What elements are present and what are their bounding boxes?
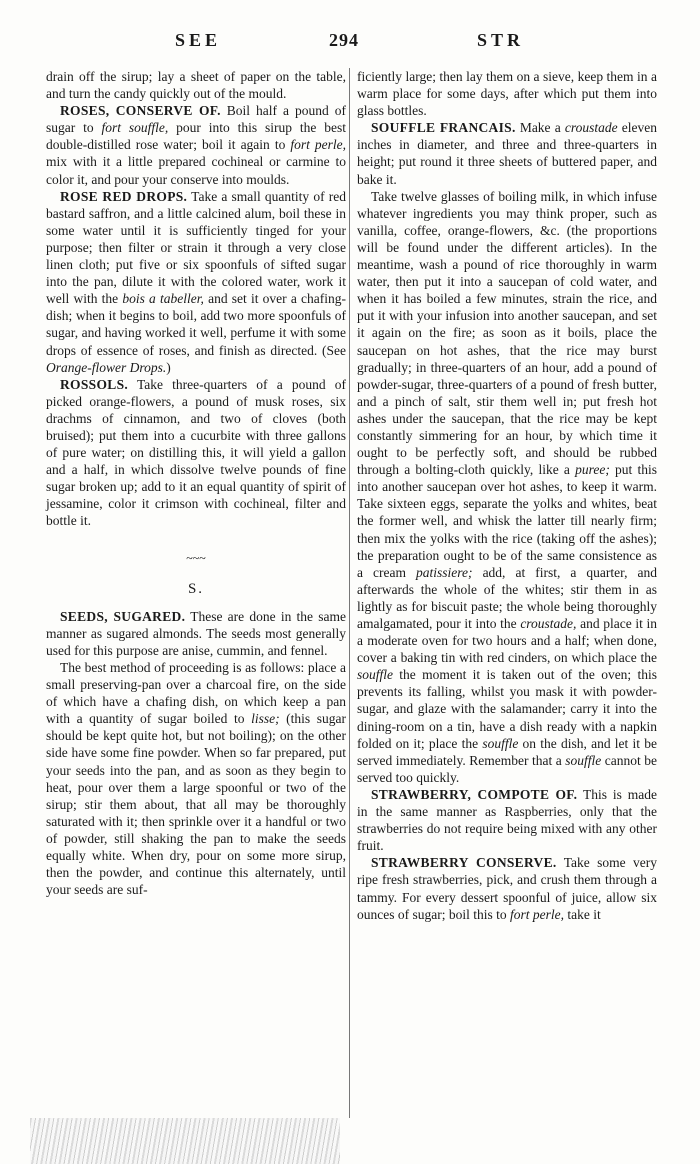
entry-seeds-sugared: SEEDS, SUGARED. These are done in the same manner as sugared almonds. The seeds most generally used for this purpose are anise, cummin, and fennel. xyxy=(46,608,346,658)
entry-souffle-francais: SOUFFLE FRANCAIS. Make a croustade eleven inches in diameter, and three and three-quarters in height; put round it three sheets of buttered paper, and bake it. xyxy=(357,120,657,187)
header-right-word: STR xyxy=(477,30,525,50)
section-letter: S. xyxy=(187,580,205,597)
entry-heading: SEEDS, SUGARED. xyxy=(60,608,186,624)
page-number: 294 xyxy=(329,30,359,50)
entry-strawberry-conserve: STRAWBERRY CONSERVE. Take some very ripe fresh strawberries, pick, and crush them through a tammy. For every dessert spoonful of juice, allow six ounces of sugar; boil this to fort perle, take it xyxy=(357,855,657,922)
entry-heading: STRAWBERRY CONSERVE. xyxy=(371,855,557,871)
entry-heading: STRAWBERRY, COMPOTE OF. xyxy=(371,786,578,802)
running-header xyxy=(40,30,670,52)
section-separator: ~~~ xyxy=(186,550,206,565)
entry-heading: ROSE RED DROPS. xyxy=(60,188,188,204)
entry-strawberry-compote: STRAWBERRY, COMPOTE OF. This is made in the same manner as Raspberries, only that the strawberries do not require being mixed with any other fruit. xyxy=(357,786,657,854)
continued-text: drain off the sirup; lay a sheet of paper on the table, and turn the candy quickly out of the mould. xyxy=(46,69,346,102)
page-damage-smudge xyxy=(30,1118,340,1164)
right-column xyxy=(357,68,657,923)
entry-heading: ROSSOLS. xyxy=(60,376,129,392)
entry-heading: ROSES, CONSERVE OF. xyxy=(60,103,221,119)
souffle-method-paragraph: Take twelve glasses of boiling milk, in which infuse whatever ingredients you may think proper, such as vanilla, coffee, orange-flowers, &c. (the proportions will be found under the different articles). In the meantime, wash a pound of rice thoroughly in warm water, then put it into a saucepan of cold water, and when it has boiled a few minutes, strain the rice, and put it with your infusion into another saucepan, and set it again on the fire; as soon as it boils, place the saucepan on hot ashes, that the rice may burst gradually; in three-quarters of an hour, add a pound of powder-sugar, three-quarters of a pound of fresh butter, and a pinch of salt, stir them well in; put fresh hot ashes under the saucepan, that the rice may be kept constantly simmering for an hour, by which time it ought to be perfectly soft, and should be rubbed through a bolting-cloth quickly, like a puree; put this into another saucepan over hot ashes, to keep it warm. Take sixteen eggs, separate the yolks and whites, beat the former well, and whisk the latter till nearly firm; then mix the yolks with the rice (taking off the ashes); the preparation ought to be of the same consistence as a cream patissiere; add, at first, a quarter, and afterwards the whole of the whites; stir them in as lightly as for biscuit paste; the whole being thoroughly amalgamated, pour it into the croustade, and place it in a moderate oven for two hours and a half; when done, cover a baking tin with red cinders, on which place the souffle the moment it is taken out of the oven; this prevents its falling, whilst you mask it with powder-sugar, and glaze with the salamander; carry it into the dining-room on a tin, have a dish ready with a napkin folded on it; place the souffle on the dish, and let it be served immediately. Remember that a souffle cannot be served too quickly. xyxy=(357,188,657,785)
entry-roses-conserve: ROSES, CONSERVE OF. Boil half a pound of sugar to fort souffle, pour into this sirup the best double-distilled rose water; boil it again to fort perle, mix with it a little prepared cochineal or carmine to color it, and pour your conserve into moulds. xyxy=(46,103,346,187)
entry-rose-red-drops: ROSE RED DROPS. Take a small quantity of red bastard saffron, and a little calcined alum, boil these in some water until it is sufficiently tinged for your purpose; then filter or strain it through a very close linen cloth; put five or six spoonfuls of sifted sugar into the pan, dilute it with the colored water, work it well with the bois a tabeller, and set it over a chafing-dish; when it begins to boil, add two more spoonfuls of sugar, and having worked it well, perfume it with some drops of essence of roses, and finish as directed. (See Orange-flower Drops.) xyxy=(46,188,347,375)
entry-heading: SOUFFLE FRANCAIS. xyxy=(371,120,516,136)
seeds-method-paragraph: The best method of proceeding is as follows: place a small preserving-pan over a charcoal fire, on the side of which have a chafing dish, on which keep a pan with a quantity of sugar boiled to lisse; (this sugar should be kept quite hot, but not boiling); on the other side have some fine powder. When so far prepared, put your seeds into the pan, and as soon as they begin to heat, pour over them a large spoonful or two of the sirup; stir them about, that all may be thoroughly saturated with it; then sprinkle over it a handful or two of powder, still shaking the pan to make the seeds equally white. When dry, pour on some more sirup, then the powder, and continue this alternately, until your seeds are suf- xyxy=(46,660,346,898)
entry-rossols: ROSSOLS. Take three-quarters of a pound of picked orange-flowers, a pound of musk roses, six drachms of cinnamon, and two of cloves (both bruised); put them into a cucurbite with three gallons of pure water; on distilling this, it will yield a gallon and a half, in which dissolve twelve pounds of fine sugar broken up; add to it an equal quantity of spirit of jessamine, color it crimson with cochineal, filter and bottle it. xyxy=(46,376,346,529)
header-left-word: SEE xyxy=(175,30,222,50)
left-column xyxy=(46,68,346,898)
continued-text: ficiently large; then lay them on a sieve, keep them in a warm place for some days, after which put them into glass bottles. xyxy=(357,69,657,119)
column-divider xyxy=(349,68,350,1118)
